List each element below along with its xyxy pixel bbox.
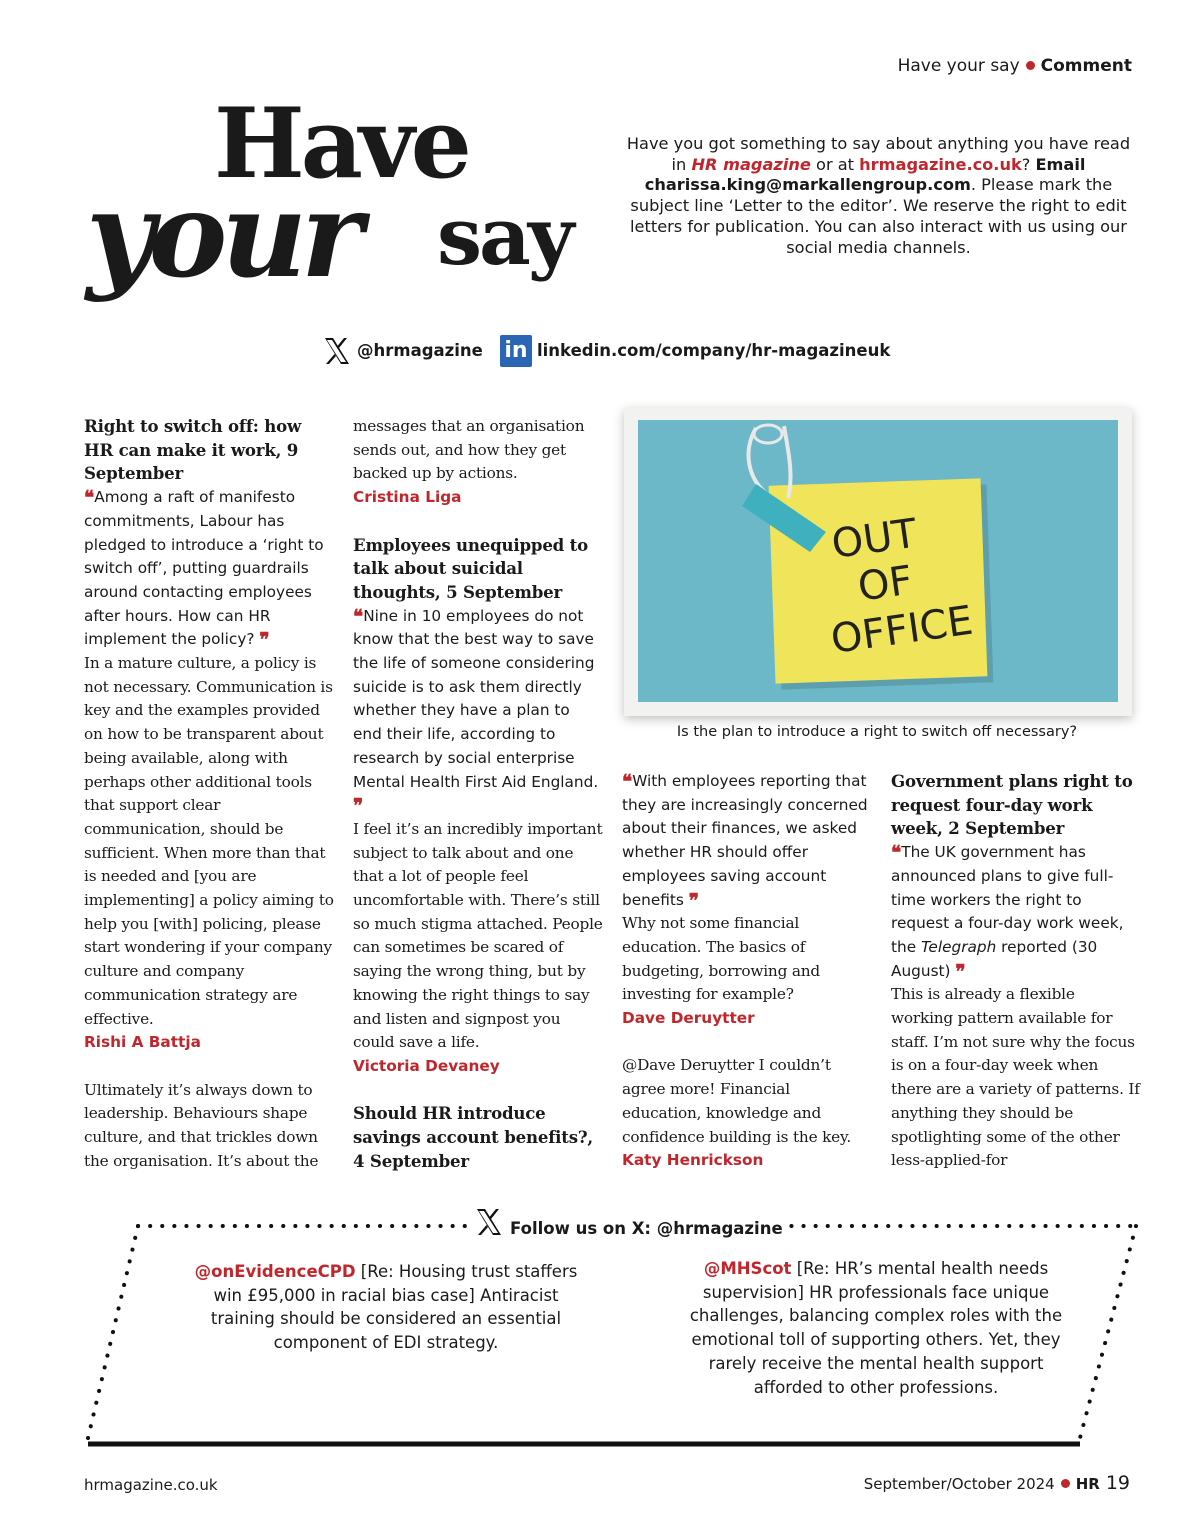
magazine-name: HR magazine <box>691 154 811 174</box>
footer-website[interactable]: hrmagazine.co.uk <box>84 1476 218 1494</box>
website-link[interactable]: hrmagazine.co.uk <box>859 154 1022 174</box>
quote-open-icon: ❝ <box>84 487 95 510</box>
quote-open-icon: ❝ <box>891 842 902 865</box>
follow-title <box>468 1205 788 1245</box>
footer-issue <box>864 1472 1130 1494</box>
reply-text: In a mature culture, a policy is not necessary. Communication is key and the examples provided on how to be transparent about being available, along with perhaps other additional tools that support clear communication, should be sufficient. When more than that is needed and [you are implementing] a policy aiming to help you [with] policing, please start wondering if your company culture and company communication strategy are effective. <box>84 654 334 1028</box>
x-logo-icon[interactable] <box>322 336 352 366</box>
running-header <box>898 56 1132 76</box>
headline-suicidal-thoughts: Employees unequipped to talk about suicidal thoughts, 5 September <box>353 534 588 602</box>
intro-text <box>626 134 1131 258</box>
spacer <box>353 1079 603 1103</box>
follow-text[interactable]: Follow us on X: @hrmagazine <box>510 1219 783 1238</box>
bullet-dot <box>1061 1479 1070 1488</box>
quote-close-icon: ❞ <box>353 795 364 818</box>
quote-switch-off <box>84 486 334 652</box>
column-1 <box>84 415 334 1173</box>
quote-savings-account <box>622 770 872 912</box>
reply-text: I feel it’s an incredibly important subject to talk about and one that a lot of people feel uncomfortable with. There’s still so much stigma attached. People can sometimes be scared of saying the wrong thing, but by knowing the right things to say and listen and signpost you could save a life. <box>353 819 603 1052</box>
intro-or-at: or at <box>810 154 860 174</box>
intro-rest: . Please mark the subject line ‘Letter to the editor’. We reserve the right to edit letters for publication. You can also interact with us using our social media channels. <box>630 175 1127 257</box>
linkedin-icon[interactable]: in <box>500 335 532 367</box>
column-2 <box>353 415 603 1173</box>
footer-brand: HR <box>1075 1475 1100 1493</box>
publication-name: Telegraph <box>920 937 997 956</box>
tweet-text: [Re: Housing trust staffers win £95,000 in racial bias case] Antiracist training should be considered an essential component of EDI strategy. <box>210 1262 578 1353</box>
column-4 <box>891 770 1141 1173</box>
spacer <box>353 510 603 534</box>
quote-text: Among a raft of manifesto commitments, Labour has pledged to introduce a ‘right to switch off’, putting guardrails around contacting employees after hours. How can HR implement the policy? <box>84 488 324 649</box>
reply-text: messages that an organisation sends out, and how they get backed up by actions. <box>353 417 585 483</box>
note-line-3: OFFICE <box>828 597 976 663</box>
headline-four-day-week: Government plans right to request four-day work week, 2 September <box>891 771 1133 839</box>
quote-text: reported (30 August) <box>891 937 1098 980</box>
reply-text: Ultimately it’s always down to leadership. Behaviours shape culture, and that trickles down the organisation. It’s about the <box>84 1080 319 1170</box>
intro-question-mark: ? <box>1021 154 1031 174</box>
note-line-2: OF <box>855 557 916 611</box>
note-line-1: OUT <box>828 510 920 568</box>
headline-savings-account: Should HR introduce savings account benefits?, 4 September <box>353 1103 593 1171</box>
tweet-mhscot <box>686 1257 1066 1399</box>
masthead-your: your <box>86 165 358 304</box>
author-name: Victoria Devaney <box>353 1056 500 1075</box>
issue-date: September/October 2024 <box>863 1475 1055 1493</box>
masthead-have: Have <box>214 87 468 200</box>
bullet-dot <box>1026 61 1035 70</box>
x-handle[interactable]: @hrmagazine <box>357 341 483 360</box>
reply-text: This is already a flexible working pattern available for staff. I’m not sure why the focus is on a four-day week when there are a variety of patterns. If anything they should be spotlighting some of the other less-applied-for <box>891 985 1140 1170</box>
tweet-handle[interactable]: @MHScot <box>703 1259 792 1278</box>
page-number: 19 <box>1105 1472 1130 1494</box>
quote-four-day-week <box>891 841 1141 983</box>
x-logo-icon[interactable] <box>474 1207 504 1237</box>
author-name: Dave Deruytter <box>622 1009 755 1028</box>
author-name: Cristina Liga <box>353 488 462 507</box>
quote-text: Nine in 10 employees do not know that the best way to save the life of someone considering suicide is to ask them directly whether they have a plan to end their life, according to research by social enterprise Mental Health First Aid England. <box>353 606 599 791</box>
quote-text: With employees reporting that they are increasingly concerned about their finances, we asked whether HR should offer employees saving account benefits <box>622 772 868 909</box>
author-name: Katy Henrickson <box>622 1151 764 1170</box>
tweet-onevidencecpd <box>186 1260 586 1355</box>
quote-close-icon: ❞ <box>955 960 966 983</box>
tweet-text: [Re: HR’s mental health needs supervision] HR professionals face unique challenges, balancing complex roles with the emotional toll of supporting others. Yet, they rarely receive the mental health support afforded to other professions. <box>689 1259 1063 1397</box>
sticky-note-illustration <box>638 420 1118 702</box>
photo-caption: Is the plan to introduce a right to switch off necessary? <box>676 724 1078 740</box>
quote-open-icon: ❝ <box>353 605 364 628</box>
social-row <box>322 335 902 369</box>
reply-text: Why not some financial education. The basics of budgeting, borrowing and investing for example? <box>622 914 820 1004</box>
linkedin-url[interactable]: linkedin.com/company/hr-magazineuk <box>537 341 891 360</box>
masthead-say: say <box>437 189 572 283</box>
quote-suicidal-thoughts <box>353 605 603 818</box>
intro-line: Have you got something to say about anything you have read in <box>626 134 1131 174</box>
reply-text: @Dave Deruytter I couldn’t agree more! Financial education, knowledge and confidence building is the key. <box>622 1056 852 1146</box>
category-label: Comment <box>1040 56 1132 76</box>
quote-text: The UK government has announced plans to give full-time workers the right to request a four-day work week, the <box>891 843 1124 956</box>
spacer <box>84 1055 334 1079</box>
spacer <box>622 1031 872 1055</box>
quote-open-icon: ❝ <box>622 771 633 793</box>
author-name: Rishi A Battja <box>84 1033 201 1052</box>
quote-close-icon: ❞ <box>259 629 270 652</box>
photo-out-of-office <box>624 408 1132 716</box>
section-label: Have your say <box>897 56 1020 76</box>
quote-close-icon: ❞ <box>688 889 699 912</box>
headline-switch-off: Right to switch off: how HR can make it work, 9 September <box>84 416 302 484</box>
column-3 <box>622 770 872 1173</box>
tweet-handle[interactable]: @onEvidenceCPD <box>194 1262 356 1281</box>
email-link[interactable]: Email charissa.king@markallengroup.com <box>644 154 1086 195</box>
